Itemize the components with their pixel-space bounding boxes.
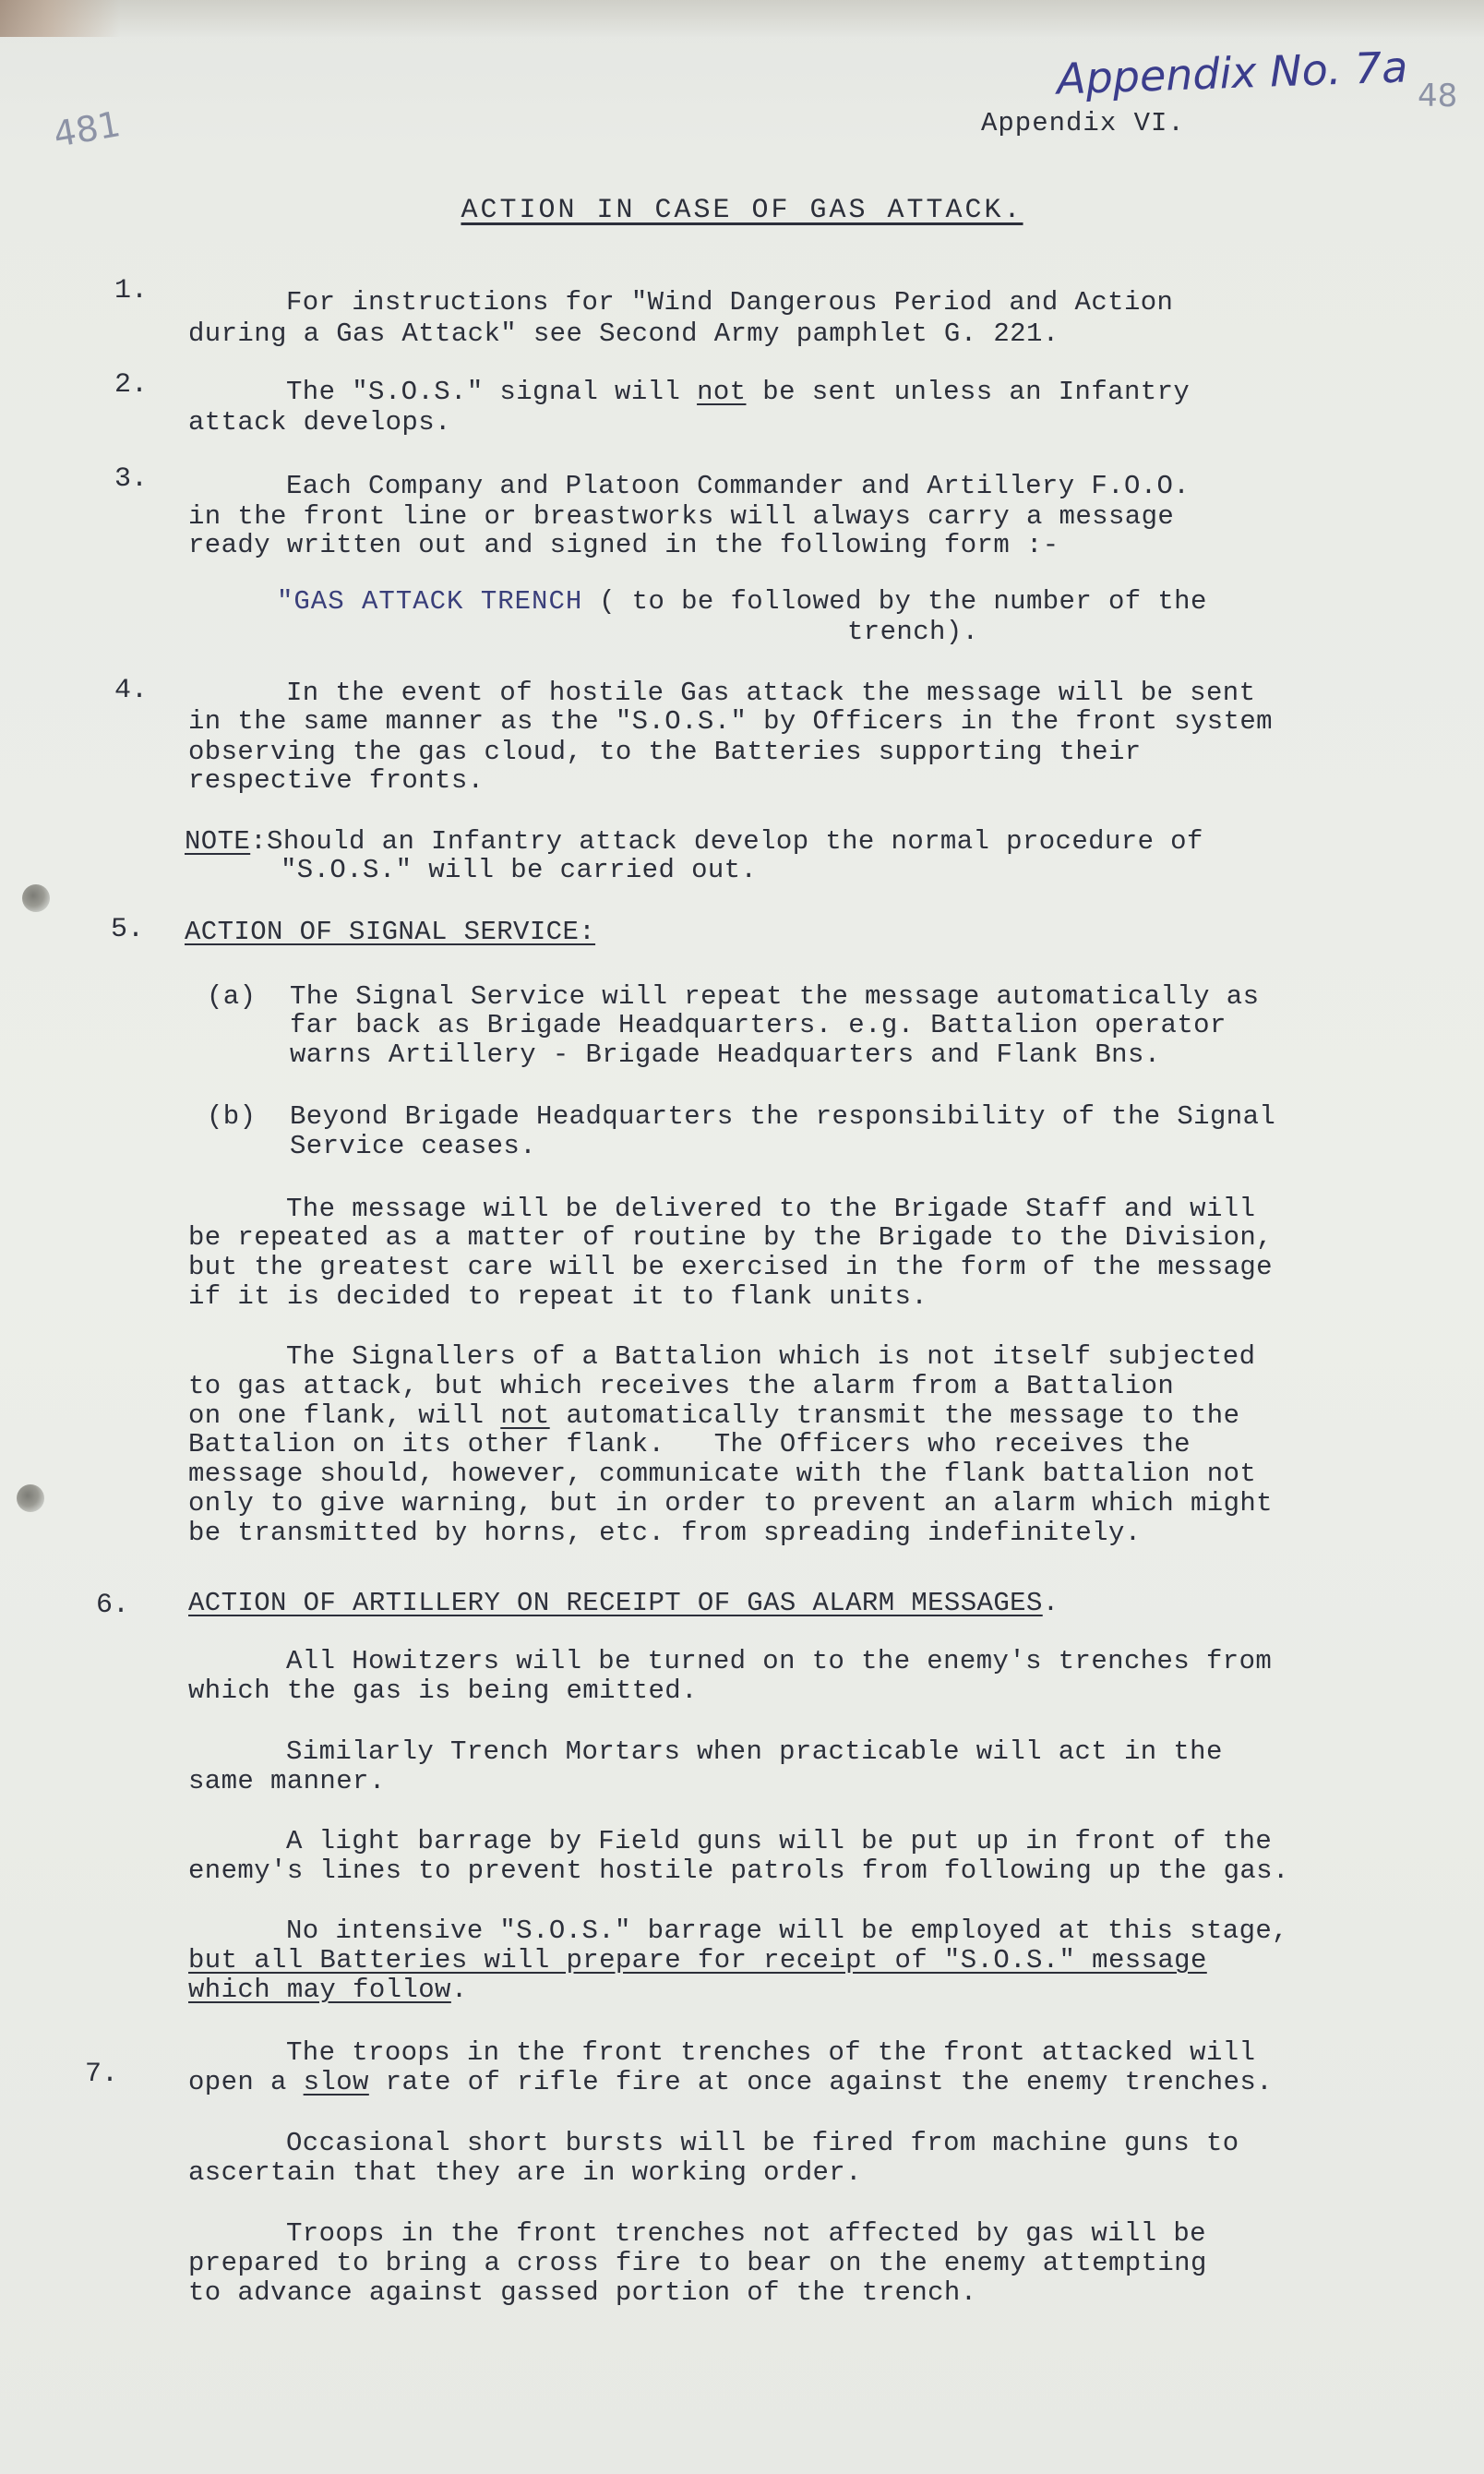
section-2-line-2: attack develops. <box>188 407 451 438</box>
section-3-number: 3. <box>114 463 149 495</box>
section-5-a-line-3: warns Artillery - Brigade Headquarters and Flank Bns. <box>290 1039 1161 1070</box>
section-6-p2-line-2: same manner. <box>188 1766 386 1796</box>
section-4-line-4: respective fronts. <box>188 765 485 796</box>
section-3-message-line-1 <box>277 588 1207 615</box>
section-6-p4-underlined: which may follow <box>188 1975 451 2005</box>
section-5-heading: ACTION OF SIGNAL SERVICE: <box>185 917 596 947</box>
section-5-emphasis-not: not <box>500 1400 550 1431</box>
section-1-line-2: during a Gas Attack" see Second Army pamphlet G. 221. <box>188 318 1059 349</box>
section-6-p4-line-1: No intensive "S.O.S." barrage will be employed at this stage, <box>286 1916 1288 1946</box>
section-5-p2-line-7: be transmitted by horns, etc. from spreading indefinitely. <box>188 1518 1142 1548</box>
section-7-p3-line-2: prepared to bring a cross fire to bear on the enemy attempting <box>188 2248 1207 2278</box>
section-4-note-line-2: "S.O.S." will be carried out. <box>281 855 758 885</box>
section-5-p2-line-4: Battalion on its other flank. The Officers who receives the <box>188 1429 1191 1459</box>
section-1-line-1: For instructions for "Wind Dangerous Period and Action <box>286 287 1174 318</box>
note-text: :Should an Infantry attack develop the normal procedure of <box>250 826 1203 857</box>
section-5-number: 5. <box>111 914 145 945</box>
document-title-text: ACTION IN CASE OF GAS ATTACK. <box>461 195 1023 226</box>
section-5-p1-line-2: be repeated as a matter of routine by the Brigade to the Division, <box>188 1222 1273 1253</box>
section-5-p2-line-3 <box>188 1402 1239 1429</box>
appendix-handwritten-label: Appendix No. 7a <box>1056 42 1409 104</box>
section-7-p1-line-1: The troops in the front trenches of the front attacked will <box>286 2037 1256 2068</box>
section-3-message-line-2: trench). <box>847 617 979 647</box>
section-5-p1-line-4: if it is decided to repeat it to flank units. <box>188 1281 928 1312</box>
section-6-p2-line-1: Similarly Trench Mortars when practicable will act in the <box>286 1736 1223 1767</box>
section-5-p1-line-1: The message will be delivered to the Brigade Staff and will <box>286 1194 1256 1224</box>
section-4-note-line-1 <box>185 828 1203 855</box>
section-4-line-1: In the event of hostile Gas attack the message will be sent <box>286 678 1256 708</box>
section-3-line-2: in the front line or breastworks will always carry a message <box>188 501 1175 532</box>
section-7-p2-line-1: Occasional short bursts will be fired from machine guns to <box>286 2128 1239 2158</box>
section-6-p3-line-2: enemy's lines to prevent hostile patrols from following up the gas. <box>188 1856 1289 1886</box>
section-5-b-label: (b) <box>207 1101 257 1132</box>
section-5-p2-text-a: on one flank, will <box>188 1400 501 1431</box>
section-7-number: 7. <box>85 2059 119 2090</box>
note-label: NOTE <box>185 826 251 857</box>
section-2-text-b: be sent unless an Infantry <box>746 377 1191 407</box>
folio-number-right: 48 <box>1418 78 1458 114</box>
section-6-heading-period: . <box>1042 1588 1059 1618</box>
section-4-line-2: in the same manner as the "S.O.S." by Officers in the front system <box>188 706 1273 737</box>
folio-number-left: 481 <box>50 103 124 155</box>
appendix-typed-label: Appendix VI. <box>981 108 1185 138</box>
section-7-p3-line-1: Troops in the front trenches not affected by gas will be <box>286 2218 1206 2249</box>
section-4-number: 4. <box>114 675 149 706</box>
section-6-p1-line-2: which the gas is being emitted. <box>188 1675 698 1706</box>
section-5-b-line-1: Beyond Brigade Headquarters the responsibility of the Signal <box>290 1101 1276 1132</box>
section-2-text-a: The "S.O.S." signal will <box>286 377 698 407</box>
section-7-p1-text-a: open a <box>188 2067 304 2097</box>
section-6-p3-line-1: A light barrage by Field guns will be put up in front of the <box>286 1826 1273 1856</box>
section-5-p2-line-5: message should, however, communicate with the flank battalion not <box>188 1459 1257 1489</box>
section-7-emphasis-slow: slow <box>303 2067 369 2097</box>
section-2-line-1 <box>286 378 1190 405</box>
section-5-a-label: (a) <box>207 981 257 1012</box>
section-7-p1-text-b: rate of rifle fire at once against the enemy trenches. <box>368 2067 1273 2097</box>
section-5-p1-line-3: but the greatest care will be exercised in the form of the message <box>188 1252 1273 1282</box>
section-5-p2-line-2: to gas attack, but which receives the alarm from a Battalion <box>188 1371 1175 1401</box>
section-2-number: 2. <box>114 369 149 401</box>
section-4-line-3: observing the gas cloud, to the Batteries supporting their <box>188 737 1142 767</box>
section-3-message-text: ( to be followed by the number of the <box>582 586 1207 617</box>
section-3-line-3: ready written out and signed in the following form :- <box>188 530 1059 560</box>
gas-attack-trench-stamp: "GAS ATTACK TRENCH <box>277 586 583 617</box>
section-6-p1-line-1: All Howitzers will be turned on to the enemy's trenches from <box>286 1646 1273 1676</box>
section-5-p2-text-b: automatically transmit the message to the <box>549 1400 1240 1431</box>
section-6-heading: ACTION OF ARTILLERY ON RECEIPT OF GAS ALARM MESSAGES <box>188 1588 1043 1618</box>
section-6-number: 6. <box>96 1590 130 1621</box>
section-6-p4-line-3 <box>188 1976 468 2003</box>
section-7-p2-line-2: ascertain that they are in working order. <box>188 2157 862 2188</box>
section-3-line-1: Each Company and Platoon Commander and Artillery F.O.O. <box>286 471 1191 501</box>
section-6-p4-period: . <box>450 1975 468 2005</box>
section-5-a-line-1: The Signal Service will repeat the message automatically as <box>290 981 1260 1012</box>
section-5-p2-line-1: The Signallers of a Battalion which is not itself subjected <box>286 1341 1256 1372</box>
section-5-p2-line-6: only to give warning, but in order to prevent an alarm which might <box>188 1488 1273 1519</box>
section-7-p3-line-3: to advance against gassed portion of the trench. <box>188 2277 977 2308</box>
section-5-a-line-2: far back as Brigade Headquarters. e.g. Battalion operator <box>290 1010 1227 1040</box>
section-6-heading-line <box>188 1590 1059 1616</box>
section-1-number: 1. <box>114 275 149 306</box>
section-2-emphasis-not: not <box>697 377 747 407</box>
section-6-p4-line-2: but all Batteries will prepare for receipt of "S.O.S." message <box>188 1945 1207 1976</box>
section-5-b-line-2: Service ceases. <box>290 1131 537 1161</box>
section-7-p1-line-2 <box>188 2069 1273 2096</box>
